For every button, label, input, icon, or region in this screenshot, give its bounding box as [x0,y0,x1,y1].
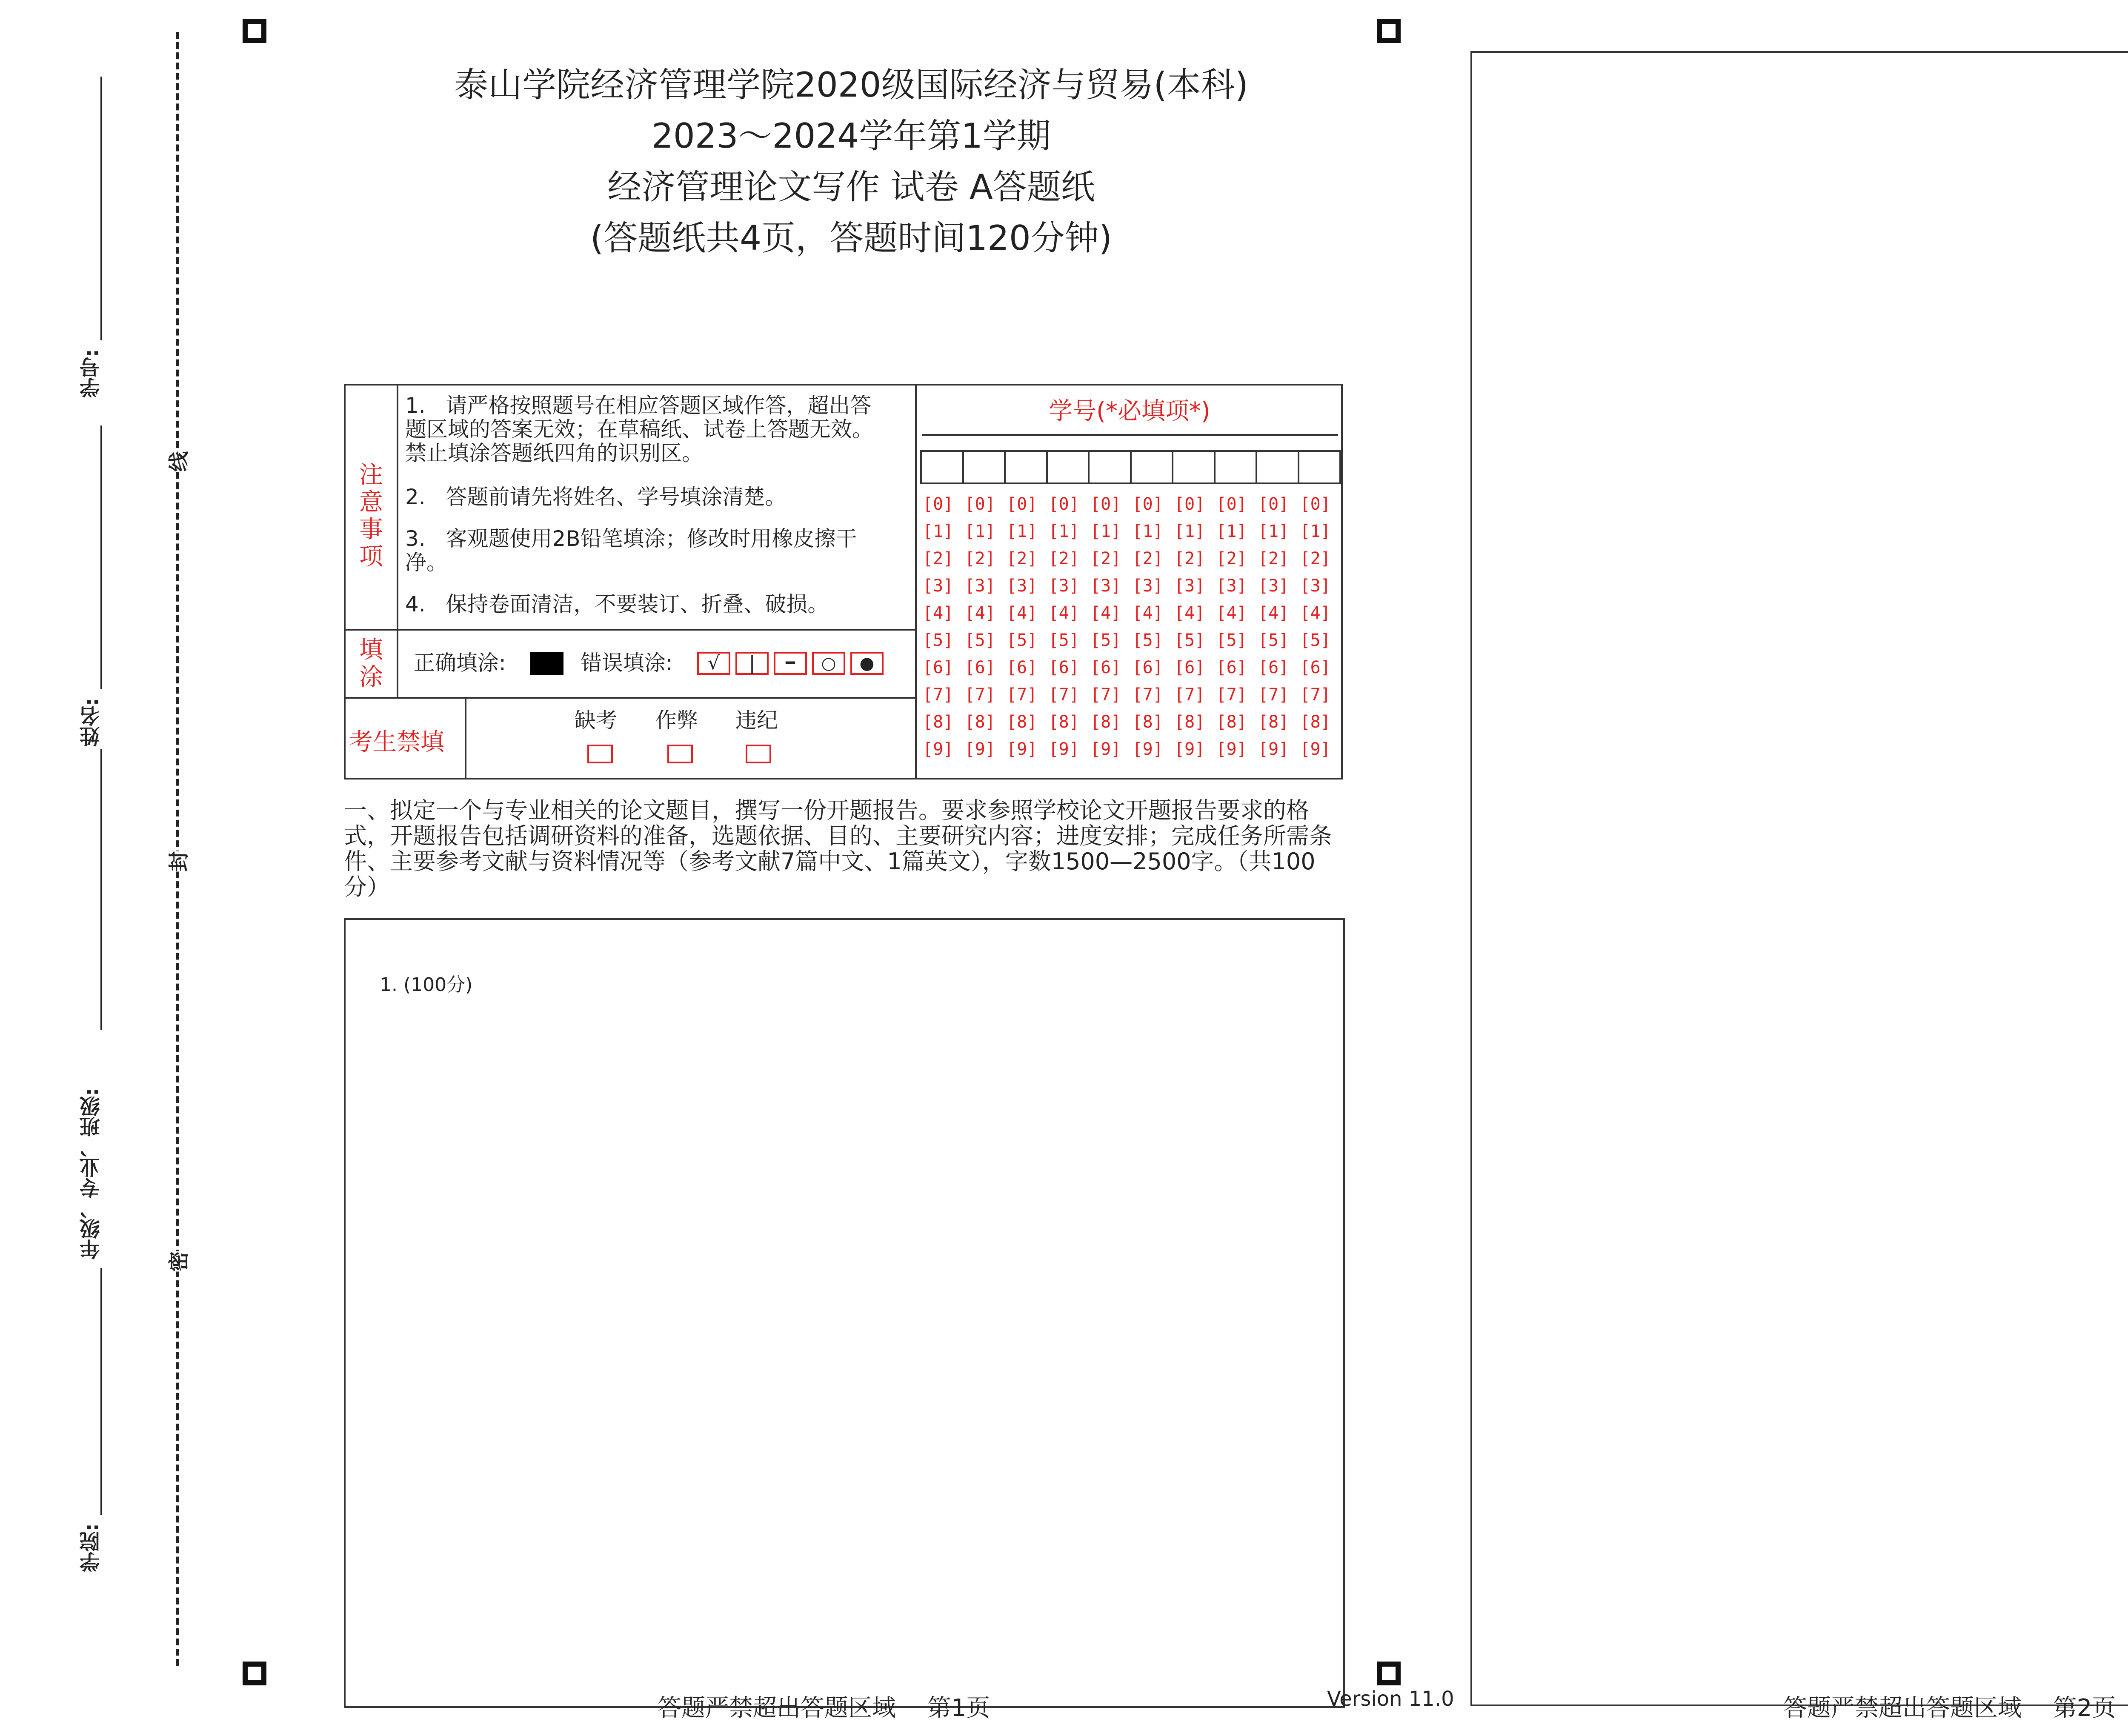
id-digit-bubble[interactable]: [5] [1007,631,1038,650]
notice-item: 4. 保持卷面清洁，不要装订、折叠、破损。 [405,592,829,617]
wrong-mark-dot: ● [850,652,884,675]
footer-page1: 答题严禁超出答题区域 第1页 [658,1694,990,1722]
correct-fill-sample [530,652,563,675]
id-digit-bubble[interactable]: [1] [1258,522,1289,541]
id-title-underline [922,434,1338,436]
id-digit-bubble[interactable]: [8] [923,712,954,732]
id-digit-bubble[interactable]: [2] [1048,549,1079,568]
id-write-cell[interactable] [1004,450,1048,484]
id-digit-bubble[interactable]: [6] [1300,658,1331,677]
id-digit-bubble[interactable]: [8] [1048,712,1079,732]
forbidden-cheat-label: 作弊 [655,708,698,733]
id-digit-bubble[interactable]: [1] [1174,522,1205,541]
divider [465,697,466,779]
answer-area-page2[interactable] [1470,51,2128,1706]
id-digit-bubble[interactable]: [3] [1048,576,1079,596]
college-label: 学院: [80,1523,103,1573]
sheet-title-info: (答题纸共4页，答题时间120分钟) [590,218,1112,258]
forbidden-absent-box[interactable] [587,745,613,763]
id-digit-bubble[interactable]: [8] [1090,712,1121,732]
id-digit-bubble[interactable]: [9] [1300,740,1331,759]
forbidden-absent-label: 缺考 [575,708,617,733]
id-digit-bubble[interactable]: [7] [1174,685,1205,705]
id-digit-bubble[interactable]: [4] [1132,603,1163,623]
id-digit-bubble[interactable]: [8] [1258,712,1289,732]
forbidden-cheat-box[interactable] [667,745,693,763]
id-digit-bubble[interactable]: [4] [1048,603,1079,623]
correct-fill-label: 正确填涂: [414,651,506,675]
id-digit-bubble[interactable]: [6] [923,658,954,677]
corner-marker-icon [1377,19,1401,43]
id-write-cell[interactable] [1256,450,1299,484]
id-digit-bubble[interactable]: [5] [1216,631,1247,650]
id-digit-bubble[interactable]: [9] [923,740,954,759]
name-line [100,425,102,689]
wrong-mark-bar: | [735,652,769,675]
id-digit-bubble[interactable]: [1] [923,522,954,541]
id-digit-bubble[interactable]: [5] [1090,631,1121,650]
id-digit-bubble[interactable]: [3] [923,576,954,596]
id-digit-bubble[interactable]: [2] [1216,549,1247,568]
id-digit-bubble[interactable]: [6] [964,658,995,677]
id-digit-bubble[interactable]: [4] [923,603,954,623]
id-digit-bubble[interactable]: [7] [1090,685,1121,705]
id-digit-bubble[interactable]: [4] [1258,603,1289,623]
id-digit-bubble[interactable]: [6] [1174,658,1205,677]
id-digit-bubble[interactable]: [0] [1300,494,1331,514]
id-digit-bubble[interactable]: [2] [1007,549,1038,568]
id-digit-bubble[interactable]: [1] [964,522,995,541]
id-digit-bubble[interactable]: [0] [964,494,995,514]
id-write-cell[interactable] [1130,450,1174,484]
id-write-cell[interactable] [1172,450,1216,484]
id-digit-bubble[interactable]: [2] [1300,549,1331,568]
id-digit-bubble[interactable]: [3] [1258,576,1289,596]
forbidden-violation-box[interactable] [746,745,771,763]
id-digit-bubble[interactable]: [6] [1132,658,1163,677]
seal-mark-seal: 封 [163,851,192,871]
forbidden-title: 考生禁填 [349,728,444,756]
id-digit-bubble[interactable]: [2] [964,549,995,568]
id-digit-bubble[interactable]: [1] [1007,522,1038,541]
id-digit-bubble[interactable]: [0] [1258,494,1289,514]
class-label: 年级、专业、班级: [80,1088,103,1259]
question-text: 一、拟定一个与专业相关的论文题目，撰写一份开题报告。要求参照学校论文开题报告要求的格式，开题报告包括调研资料的准备，选题依据、目的、主要研究内容；进度安排；完成任务所需条件、主要参考文献与资料情况等（参考文献7篇中文、1篇英文），字数1500—2500字。（共100分） [344,797,1332,900]
id-digit-bubble[interactable]: [4] [964,603,995,623]
seal-mark-line: 线 [163,451,192,471]
id-digit-bubble[interactable]: [4] [1174,603,1205,623]
id-digit-bubble[interactable]: [2] [923,549,954,568]
id-digit-bubble[interactable]: [4] [1300,603,1331,623]
id-digit-bubble[interactable]: [0] [1007,494,1038,514]
id-digit-bubble[interactable]: [0] [1132,494,1163,514]
id-digit-bubble[interactable]: [5] [964,631,995,650]
id-digit-bubble[interactable]: [8] [1132,712,1163,732]
id-write-cell[interactable] [962,450,1006,484]
id-digit-bubble[interactable]: [7] [1132,685,1163,705]
class-line [100,749,102,1030]
id-digit-bubble[interactable]: [6] [1048,658,1079,677]
id-digit-bubble[interactable]: [5] [923,631,954,650]
wrong-mark-circle: ○ [812,652,845,675]
answer-area[interactable] [344,918,1345,1708]
id-digit-bubble[interactable]: [0] [923,494,954,514]
notice-item: 2. 答题前请先将姓名、学号填涂清楚。 [405,485,787,509]
id-digit-bubble[interactable]: [3] [964,576,995,596]
id-digit-bubble[interactable]: [9] [1090,740,1121,759]
id-digit-bubble[interactable]: [2] [1174,549,1205,568]
footer-page2: 答题严禁超出答题区域 第2页 [1783,1694,2116,1722]
id-digit-bubble[interactable]: [3] [1174,576,1205,596]
sheet-title-term: 2023～2024学年第1学期 [651,116,1051,156]
college-line [100,1268,102,1515]
id-digit-bubble[interactable]: [9] [1174,740,1205,759]
id-digit-bubble[interactable]: [5] [1300,631,1331,650]
id-digit-bubble[interactable]: [9] [1048,740,1079,759]
id-digit-bubble[interactable]: [2] [1090,549,1121,568]
notice-item: 1. 请严格按照题号在相应答题区域作答，超出答题区域的答案无效；在草稿纸、试卷上答题无效。禁止填涂答题纸四角的识别区。 [405,393,873,465]
id-digit-bubble[interactable]: [5] [1048,631,1079,650]
id-digit-bubble[interactable]: [6] [1007,658,1038,677]
corner-marker-icon [243,1662,266,1685]
id-write-cell[interactable] [1298,450,1341,484]
student-id-title: 学号(*必填项*) [1049,397,1210,425]
id-digit-bubble[interactable]: [9] [1132,740,1163,759]
corner-marker-icon [243,19,266,43]
id-digit-bubble[interactable]: [2] [1132,549,1163,568]
id-digit-bubble[interactable]: [7] [964,685,995,705]
id-digit-bubble[interactable]: [7] [1300,685,1331,705]
id-digit-bubble[interactable]: [5] [1174,631,1205,650]
id-digit-bubble[interactable]: [8] [1174,712,1205,732]
divider [397,384,398,699]
id-digit-bubble[interactable]: [8] [1300,712,1331,732]
id-digit-bubble[interactable]: [1] [1216,522,1247,541]
student-id-label: 学号: [80,349,103,398]
id-digit-bubble[interactable]: [8] [1216,712,1247,732]
id-digit-bubble[interactable]: [1] [1300,522,1331,541]
id-digit-bubble[interactable]: [4] [1216,603,1247,623]
id-digit-bubble[interactable]: [9] [1007,740,1038,759]
id-digit-bubble[interactable]: [5] [1258,631,1289,650]
id-digit-bubble[interactable]: [3] [1007,576,1038,596]
corner-marker-icon [1377,1662,1401,1685]
id-digit-bubble[interactable]: [2] [1258,549,1289,568]
id-digit-bubble[interactable]: [4] [1090,603,1121,623]
divider [344,697,917,699]
id-digit-bubble[interactable]: [8] [1007,712,1038,732]
notice-item: 3. 客观题使用2B铅笔填涂；修改时用橡皮擦干净。 [405,526,857,575]
wrong-mark-dash: ━ [774,652,807,675]
id-write-cell[interactable] [920,450,964,484]
id-digit-bubble[interactable]: [6] [1258,658,1289,677]
divider [344,629,917,631]
answer-label: 1. (100分) [380,974,473,996]
id-digit-bubble[interactable]: [3] [1216,576,1247,596]
id-digit-bubble[interactable]: [7] [1216,685,1247,705]
id-digit-bubble[interactable]: [6] [1090,658,1121,677]
name-label: 姓名: [80,698,103,747]
sheet-title-school: 泰山学院经济管理学院2020级国际经济与贸易(本科) [454,65,1248,105]
id-digit-bubble[interactable]: [4] [1007,603,1038,623]
id-digit-bubble[interactable]: [3] [1090,576,1121,596]
forbidden-violation-label: 违纪 [735,708,778,733]
id-digit-bubble[interactable]: [1] [1132,522,1163,541]
id-digit-bubble[interactable]: [0] [1048,494,1079,514]
seal-mark-secret: 密 [163,1251,192,1271]
wrong-fill-label: 错误填涂: [581,651,673,675]
id-write-cell[interactable] [1214,450,1258,484]
wrong-mark-check: √ [697,652,730,675]
binding-dashed-line [176,32,179,1666]
id-digit-bubble[interactable]: [9] [1216,740,1247,759]
divider [915,384,917,779]
id-digit-bubble[interactable]: [7] [923,685,954,705]
id-digit-bubble[interactable]: [6] [1216,658,1247,677]
id-digit-bubble[interactable]: [9] [1258,740,1289,759]
sheet-title-course: 经济管理论文写作 试卷 A答题纸 [607,167,1095,207]
id-digit-bubble[interactable]: [1] [1048,522,1079,541]
id-digit-bubble[interactable]: [7] [1007,685,1038,705]
id-digit-bubble[interactable]: [0] [1216,494,1247,514]
student-id-line [100,77,102,340]
id-digit-bubble[interactable]: [3] [1132,576,1163,596]
id-digit-bubble[interactable]: [7] [1258,685,1289,705]
id-digit-bubble[interactable]: [5] [1132,631,1163,650]
notice-title: 注意事项 [359,461,383,571]
id-digit-bubble[interactable]: [8] [964,712,995,732]
id-write-cell[interactable] [1088,450,1132,484]
version-label: Version 11.0 [1327,1687,1454,1711]
id-digit-bubble[interactable]: [7] [1048,685,1079,705]
id-digit-bubble[interactable]: [3] [1300,576,1331,596]
id-write-cell[interactable] [1046,450,1090,484]
id-digit-bubble[interactable]: [1] [1090,522,1121,541]
fill-title: 填涂 [359,636,383,691]
id-digit-bubble[interactable]: [0] [1090,494,1121,514]
id-digit-bubble[interactable]: [9] [964,740,995,759]
id-digit-bubble[interactable]: [0] [1174,494,1205,514]
